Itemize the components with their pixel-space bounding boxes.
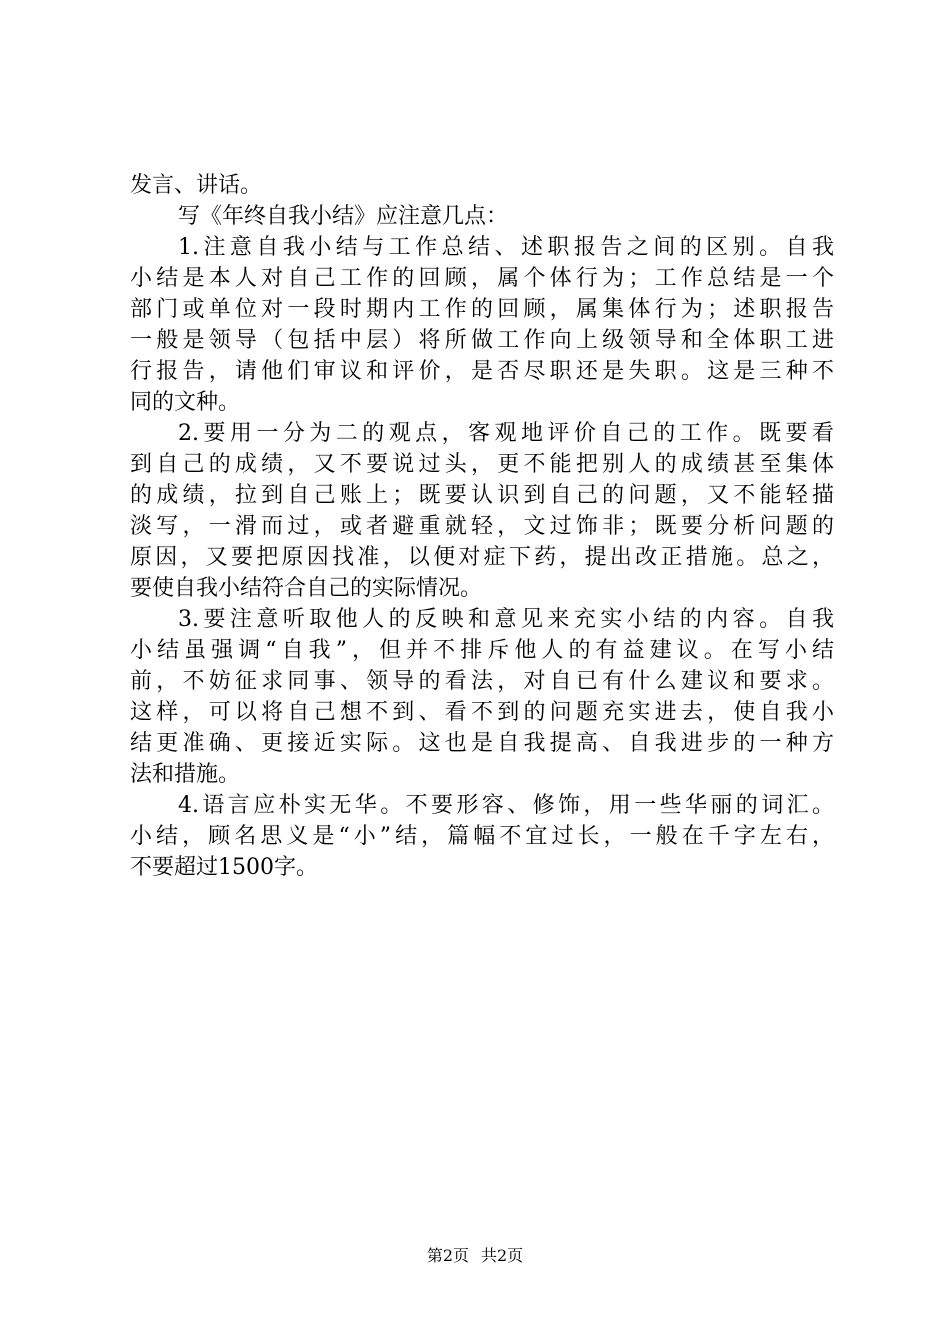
text-line: 的成绩，拉到自己账上；既要认识到自己的问题，又不能轻描: [130, 483, 834, 508]
text-line: 发言、讲话。: [130, 173, 263, 198]
document-body: [130, 170, 834, 883]
text-line: 要使自我小结符合自己的实际情况。: [130, 576, 483, 601]
text-line: 这样，可以将自己想不到、看不到的问题充实进去，使自我小: [130, 700, 834, 725]
text-line: 法和措施。: [130, 762, 241, 787]
page-number: 第2页: [426, 1246, 469, 1265]
text-line: 一般是领导（包括中层）将所做工作向上级领导和全体职工进: [130, 328, 834, 353]
text-line: 1.注意自我小结与工作总结、述职报告之间的区别。自我: [178, 235, 834, 260]
text-line: 小结，顾名思义是“小”结，篇幅不宜过长，一般在千字左右，: [130, 824, 834, 849]
text-line: 淡写，一滑而过，或者避重就轻，文过饰非；既要分析问题的: [130, 514, 834, 539]
text-line: 部门或单位对一段时期内工作的回顾，属集体行为；述职报告: [130, 297, 834, 322]
text-line: 前，不妨征求同事、领导的看法，对自已有什么建议和要求。: [130, 669, 834, 694]
text-line: 结更准确、更接近实际。这也是自我提高、自我进步的一种方: [130, 731, 834, 756]
text-line: 原因，又要把原因找准，以便对症下药，提出改正措施。总之，: [130, 545, 834, 570]
text-line: 写《年终自我小结》应注意几点：: [178, 204, 509, 229]
page-total: 共2页: [481, 1246, 524, 1265]
text-line: 4.语言应朴实无华。不要形容、修饰，用一些华丽的词汇。: [178, 793, 834, 818]
text-line: 小结虽强调“自我”，但并不排斥他人的有益建议。在写小结: [130, 638, 834, 663]
text-line: 小结是本人对自己工作的回顾，属个体行为；工作总结是一个: [130, 266, 834, 291]
text-line: 同的文种。: [130, 390, 241, 415]
page-footer: [0, 1245, 950, 1267]
text-line: 3.要注意听取他人的反映和意见来充实小结的内容。自我: [178, 607, 834, 632]
text-line: 不要超过1500字。: [130, 855, 318, 880]
text-line: 2.要用一分为二的观点，客观地评价自己的工作。既要看: [178, 421, 834, 446]
text-line: 到自己的成绩，又不要说过头，更不能把别人的成绩甚至集体: [130, 452, 834, 477]
text-line: 行报告，请他们审议和评价，是否尽职还是失职。这是三种不: [130, 359, 834, 384]
